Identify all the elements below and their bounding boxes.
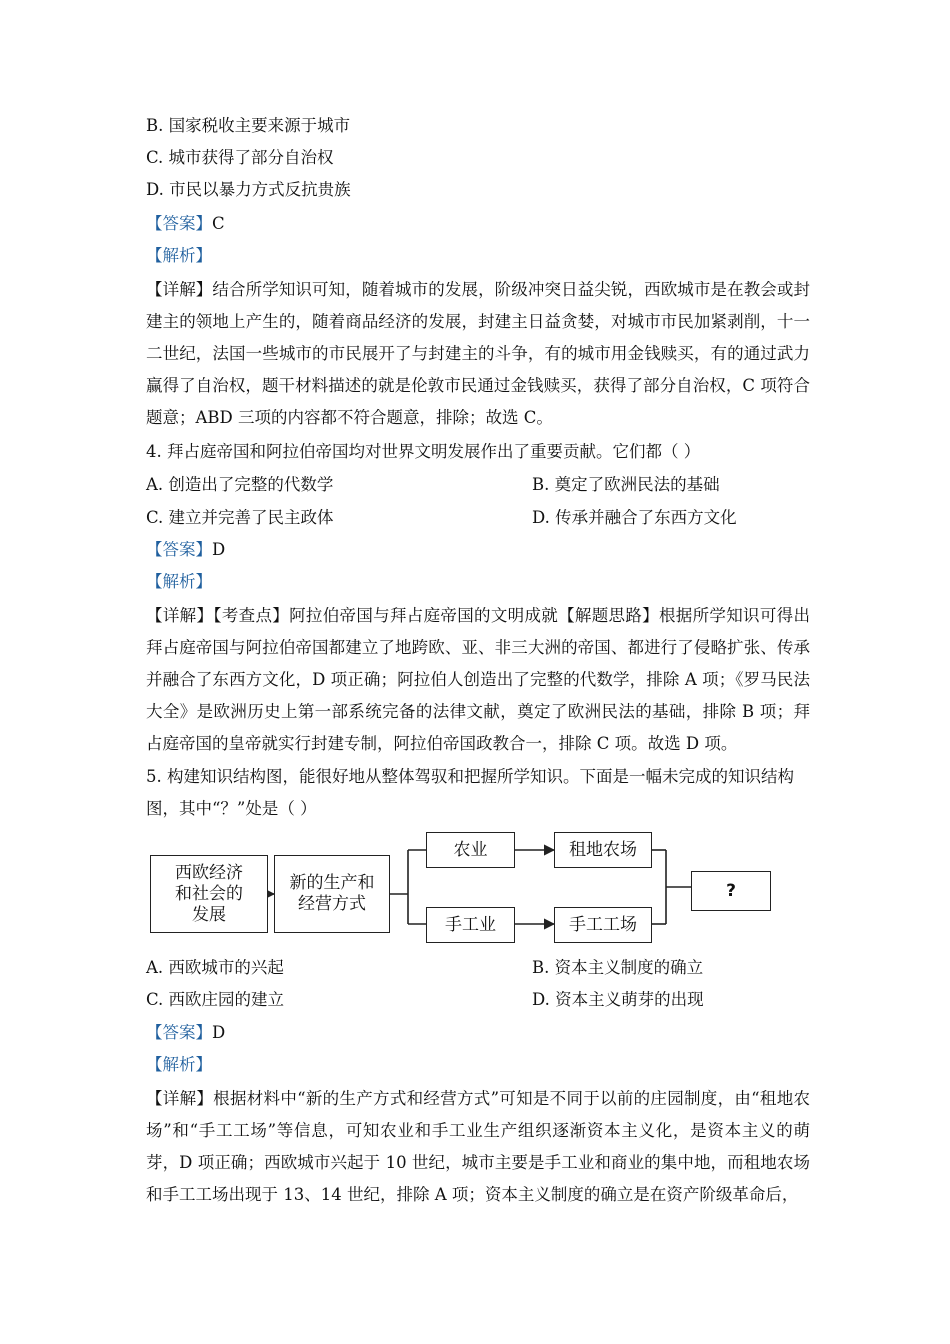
q3-option-b: B. 国家税收主要来源于城市 bbox=[146, 116, 351, 135]
q4-option-d: D. 传承并融合了东西方文化 bbox=[532, 508, 737, 527]
q4-analysis-tag: 【解析】 bbox=[146, 572, 212, 591]
q3-option-c: C. 城市获得了部分自治权 bbox=[146, 148, 334, 167]
q3-option-d: D. 市民以暴力方式反抗贵族 bbox=[146, 180, 351, 199]
box-line: 西欧经济 bbox=[175, 862, 243, 883]
box-line: 发展 bbox=[192, 904, 226, 925]
detail-tag: 【详解】 bbox=[146, 1089, 214, 1108]
q5-detail bbox=[146, 1083, 810, 1211]
detail-text: 根据材料中“新的生产方式和经营方式”可知是不同于以前的庄园制度，由“租地农场”和“手工工场”等信息，可知农业和手工业生产组织逐渐资本主义化，是资本主义的萌芽，D 项正确；西欧城市兴起于 10 世纪，城市主要是手工业和商业的集中地，而租地农场和手工工场出现于 13、14 世纪，排除 A 项；资本主义制度的确立是在资产阶级革命后， bbox=[146, 1089, 810, 1204]
q3-analysis-tag: 【解析】 bbox=[146, 246, 212, 265]
q3-detail bbox=[146, 274, 810, 434]
box-line: 新的生产和 bbox=[289, 873, 375, 893]
detail-tag: 【详解】【考查点】 bbox=[146, 606, 290, 625]
q5-stem-line2: 图，其中“？”处是（ ） bbox=[146, 799, 317, 818]
answer-tag: 【答案】 bbox=[146, 214, 212, 233]
box-manufactory: 手工工场 bbox=[554, 907, 652, 943]
box-agriculture: 农业 bbox=[426, 832, 515, 868]
answer-tag: 【答案】 bbox=[146, 540, 212, 559]
q4-detail bbox=[146, 600, 810, 760]
box-unknown: ? bbox=[691, 871, 771, 911]
box-leased-farm: 租地农场 bbox=[554, 832, 652, 868]
detail-tag: 【详解】 bbox=[146, 280, 213, 299]
q4-stem: 4. 拜占庭帝国和阿拉伯帝国均对世界文明发展作出了重要贡献。它们都（ ） bbox=[146, 442, 701, 461]
answer-value: D bbox=[212, 540, 226, 559]
q4-answer bbox=[146, 538, 225, 562]
box-western-europe-development bbox=[150, 855, 268, 933]
answer-value: C bbox=[212, 214, 225, 233]
q4-option-a: A. 创造出了完整的代数学 bbox=[146, 475, 334, 494]
q5-option-c: C. 西欧庄园的建立 bbox=[146, 990, 285, 1009]
q5-answer bbox=[146, 1021, 225, 1045]
q5-analysis-tag: 【解析】 bbox=[146, 1055, 212, 1074]
detail-text: 结合所学知识可知，随着城市的发展，阶级冲突日益尖锐，西欧城市是在教会或封建主的领地上产生的，随着商品经济的发展，封建主日益贪婪，对城市市民加紧剥削，十一二世纪，法国一些城市的市民展开了与封建主的斗争，有的城市用金钱赎买，有的通过武力赢得了自治权，题干材料描述的就是伦敦市民通过金钱赎买，获得了部分自治权，C 项符合题意；ABD 三项的内容都不符合题意，排除；故选 C。 bbox=[146, 280, 811, 427]
detail-text: 阿拉伯帝国与拜占庭帝国的文明成就【解题思路】根据所学知识可得出拜占庭帝国与阿拉伯帝国都建立了地跨欧、亚、非三大洲的帝国、都进行了侵略扩张、传承并融合了东西方文化，D 项正确；阿拉伯人创造出了完整的代数学，排除 A 项；《罗马民法大全》是欧洲历史上第一部系统完备的法律文献，奠定了欧洲民法的基础，排除 B 项；拜占庭帝国的皇帝就实行封建专制，阿拉伯帝国政教合一，排除 C 项。故选 D 项。 bbox=[146, 606, 811, 753]
q3-answer bbox=[146, 212, 225, 236]
knowledge-structure-diagram bbox=[146, 828, 778, 944]
q5-option-d: D. 资本主义萌芽的出现 bbox=[532, 990, 704, 1009]
q4-option-c: C. 建立并完善了民主政体 bbox=[146, 508, 334, 527]
box-line: 和社会的 bbox=[175, 883, 243, 904]
q5-option-a: A. 西欧城市的兴起 bbox=[146, 958, 284, 977]
box-line: 经营方式 bbox=[298, 894, 366, 914]
box-new-production-mode bbox=[274, 855, 390, 933]
q5-stem-line1: 5. 构建知识结构图，能很好地从整体驾驭和把握所学知识。下面是一幅未完成的知识结构 bbox=[146, 767, 794, 786]
answer-value: D bbox=[212, 1023, 226, 1042]
q4-option-b: B. 奠定了欧洲民法的基础 bbox=[532, 475, 720, 494]
answer-tag: 【答案】 bbox=[146, 1023, 212, 1042]
q5-option-b: B. 资本主义制度的确立 bbox=[532, 958, 704, 977]
box-handicraft: 手工业 bbox=[426, 907, 515, 943]
